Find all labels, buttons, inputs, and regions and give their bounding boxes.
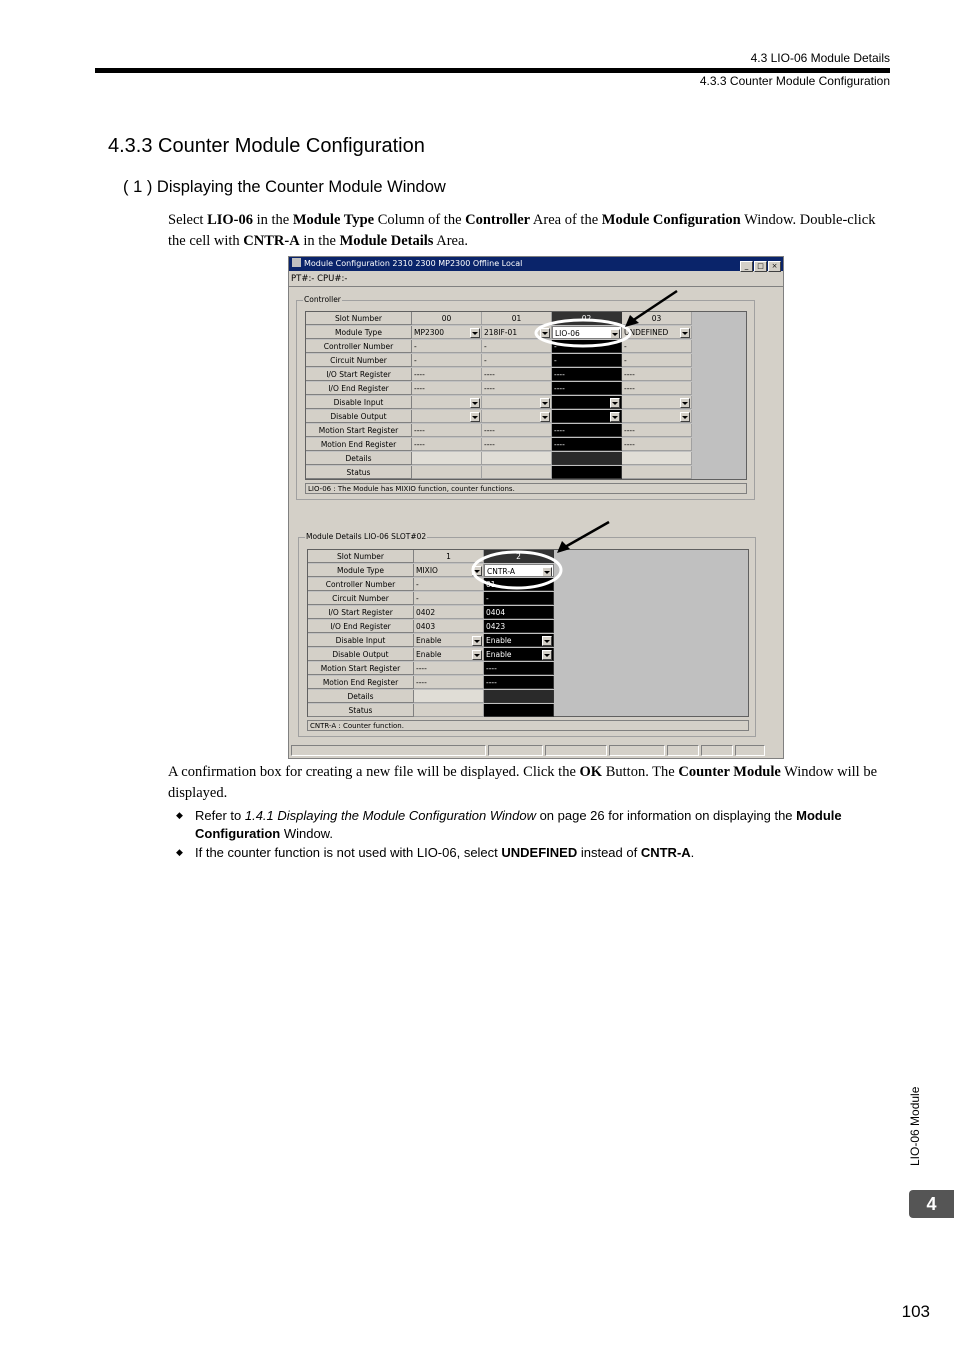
row-label: Disable Output <box>308 648 414 661</box>
bullet-icon: ◆ <box>176 810 183 820</box>
grid-cell[interactable]: Enable <box>414 648 484 661</box>
note-bullet-1: ◆ Refer to 1.4.1 Displaying the Module Configuration Window on page 26 for information on displaying the Module Configuration Window. <box>176 808 842 841</box>
section-heading: 4.3.3 Counter Module Configuration <box>108 135 425 157</box>
note-bullet-2: ◆ If the counter function is not used with LIO-06, select UNDEFINED instead of CNTR-A. <box>176 845 695 860</box>
grid-cell[interactable]: 0404 <box>484 606 554 619</box>
grid-cell[interactable]: - <box>414 592 484 605</box>
grid-cell[interactable]: UNDEFINED <box>622 326 692 339</box>
page-number: 103 <box>901 1302 930 1321</box>
details-status-bar: CNTR-A : Counter function. <box>307 720 749 731</box>
grid-cell[interactable]: ---- <box>414 662 484 675</box>
grid-cell[interactable]: ---- <box>622 382 692 395</box>
grid-cell[interactable]: ---- <box>622 368 692 381</box>
row-label: I/O End Register <box>306 382 412 395</box>
grid-cell[interactable]: ---- <box>412 382 482 395</box>
grid-cell[interactable]: MP2300 <box>412 326 482 339</box>
running-header-section: 4.3 LIO-06 Module Details <box>750 51 890 65</box>
arrow-lio06 <box>632 291 677 321</box>
row-label: Motion Start Register <box>308 662 414 675</box>
header-rule <box>95 68 890 73</box>
controller-group-title: Controller <box>304 295 341 304</box>
close-icon[interactable]: × <box>768 261 781 272</box>
row-label: Motion End Register <box>308 676 414 689</box>
grid-cell[interactable]: ---- <box>412 368 482 381</box>
row-label: Details <box>306 452 412 465</box>
pt-cpu-label: PT#:- CPU#:- <box>291 274 348 284</box>
grid-cell[interactable]: ---- <box>552 368 622 381</box>
grid-cell[interactable]: Enable <box>484 634 554 647</box>
row-label: Controller Number <box>308 578 414 591</box>
grid-cell[interactable]: CNTR-A <box>484 564 554 577</box>
grid-cell[interactable]: - <box>552 340 622 353</box>
row-label: Status <box>308 704 414 717</box>
column-header[interactable]: 01 <box>482 312 552 325</box>
module-configuration-screenshot <box>288 256 784 759</box>
highlight-ellipse-lio06 <box>536 320 630 346</box>
row-label: Module Type <box>306 326 412 339</box>
grid-cell[interactable]: ---- <box>484 662 554 675</box>
grid-cell[interactable]: 01 <box>484 578 554 591</box>
grid-cell[interactable]: MIXIO <box>414 564 484 577</box>
row-label: Slot Number <box>308 550 414 563</box>
running-header-subsection: 4.3.3 Counter Module Configuration <box>699 74 890 88</box>
column-header[interactable]: 1 <box>414 550 484 563</box>
grid-cell[interactable]: - <box>412 354 482 367</box>
grid-cell[interactable]: ---- <box>412 438 482 451</box>
grid-cell[interactable]: 218IF-01 <box>482 326 552 339</box>
column-header[interactable]: 2 <box>484 550 554 563</box>
grid-cell[interactable]: - <box>622 340 692 353</box>
grid-cell[interactable]: Enable <box>414 634 484 647</box>
grid-cell[interactable]: ---- <box>414 676 484 689</box>
grid-cell[interactable]: - <box>482 354 552 367</box>
chapter-side-label: LIO-06 Module <box>908 1086 922 1166</box>
grid-cell[interactable]: ---- <box>412 424 482 437</box>
intro-paragraph: Select LIO-06 in the Module Type Column of the Controller Area of the Module Configuration Window. Double-click the cell with CNTR-A in the Module Details Area. <box>168 212 876 249</box>
highlight-ellipse-cntra <box>473 552 561 588</box>
grid-cell[interactable]: - <box>482 340 552 353</box>
grid-cell[interactable]: - <box>412 340 482 353</box>
column-header[interactable]: 00 <box>412 312 482 325</box>
grid-cell[interactable]: ---- <box>482 438 552 451</box>
controller-status-bar: LIO-06 : The Module has MIXIO function, counter functions. <box>305 483 747 494</box>
row-label: Module Type <box>308 564 414 577</box>
arrow-cntra <box>565 522 609 547</box>
grid-cell[interactable]: ---- <box>622 424 692 437</box>
annotation-overlay <box>289 257 783 758</box>
grid-cell[interactable]: LIO-06 <box>552 326 622 339</box>
row-label: Circuit Number <box>308 592 414 605</box>
grid-cell[interactable]: ---- <box>482 424 552 437</box>
module-details-group-title: Module Details LIO-06 SLOT#02 <box>306 532 427 541</box>
column-header[interactable]: 02 <box>552 312 622 325</box>
grid-cell[interactable]: 0423 <box>484 620 554 633</box>
arrow-head-icon <box>557 541 570 553</box>
row-label: I/O Start Register <box>308 606 414 619</box>
confirmation-paragraph: A confirmation box for creating a new file will be displayed. Click the OK Button. The Counter Module Window will be displayed. <box>168 764 878 801</box>
grid-cell[interactable]: Enable <box>484 648 554 661</box>
row-label: Motion Start Register <box>306 424 412 437</box>
grid-cell[interactable]: 0403 <box>414 620 484 633</box>
grid-cell[interactable]: ---- <box>484 676 554 689</box>
grid-cell[interactable]: ---- <box>552 424 622 437</box>
column-header[interactable]: 03 <box>622 312 692 325</box>
grid-cell[interactable]: ---- <box>482 382 552 395</box>
grid-cell[interactable]: ---- <box>552 382 622 395</box>
bullet-icon: ◆ <box>176 847 183 857</box>
grid-cell[interactable]: ---- <box>482 368 552 381</box>
row-label: Controller Number <box>306 340 412 353</box>
maximize-icon[interactable]: □ <box>754 261 767 272</box>
subsection-heading: ( 1 ) Displaying the Counter Module Window <box>123 178 446 196</box>
row-label: Status <box>306 466 412 479</box>
row-label: Disable Input <box>308 634 414 647</box>
window-title: Module Configuration 2310 2300 MP2300 Offline Local <box>304 259 523 268</box>
row-label: Circuit Number <box>306 354 412 367</box>
row-label: I/O End Register <box>308 620 414 633</box>
row-label: Details <box>308 690 414 703</box>
row-label: Disable Output <box>306 410 412 423</box>
grid-cell[interactable]: - <box>622 354 692 367</box>
grid-cell[interactable]: ---- <box>552 438 622 451</box>
grid-cell[interactable]: 0402 <box>414 606 484 619</box>
grid-cell[interactable]: - <box>414 578 484 591</box>
row-label: Disable Input <box>306 396 412 409</box>
row-label: I/O Start Register <box>306 368 412 381</box>
minimize-icon[interactable]: _ <box>740 261 753 272</box>
chapter-tab: 4 <box>909 1190 954 1218</box>
grid-cell[interactable]: - <box>552 354 622 367</box>
row-label: Motion End Register <box>306 438 412 451</box>
grid-cell[interactable]: - <box>484 592 554 605</box>
row-label: Slot Number <box>306 312 412 325</box>
grid-cell[interactable]: ---- <box>622 438 692 451</box>
